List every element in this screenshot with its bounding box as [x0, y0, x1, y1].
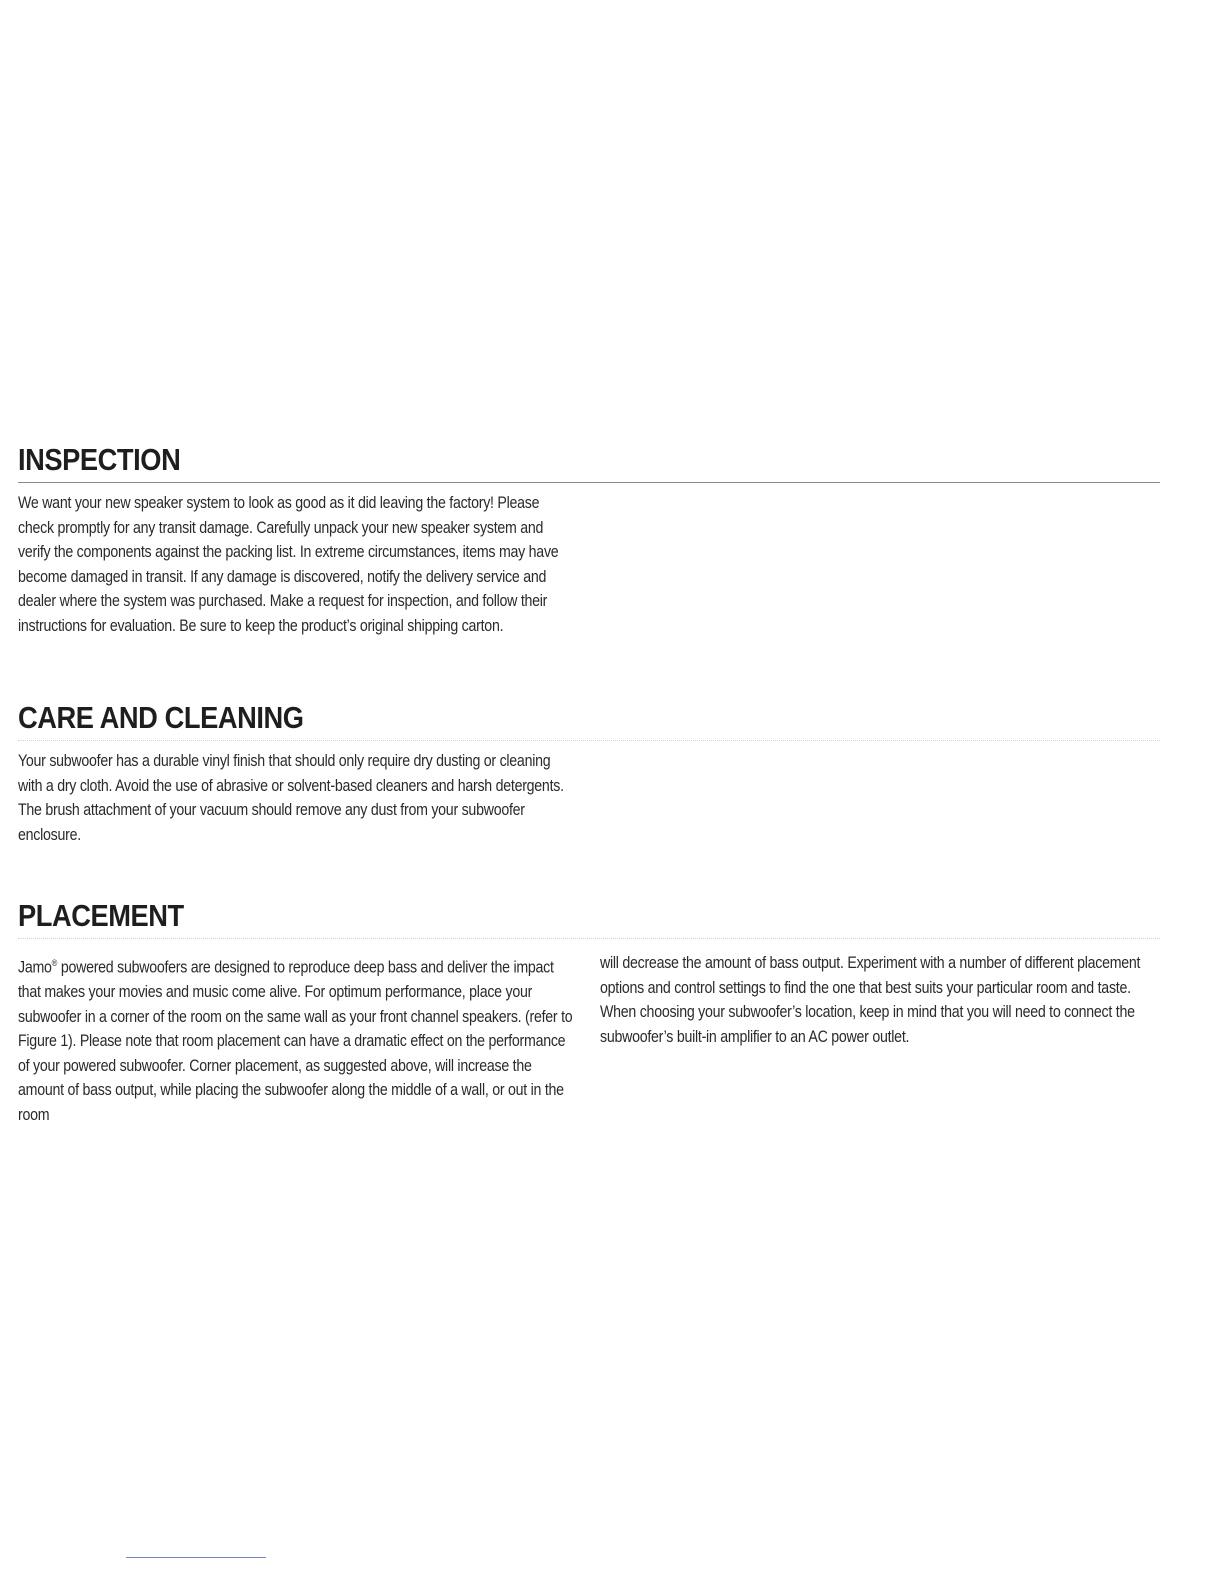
- placement-columns: [18, 951, 1160, 1124]
- placement-body-right: will decrease the amount of bass output. Experiment with a number of different placement options and control settings to find the one that best suits your particular room and taste. When choosing your subwoofer’s location, keep in mind that you will need to connect the subwoofer’s built-in amplifier to an AC power outlet.: [600, 954, 1141, 1046]
- care-divider: [18, 740, 1160, 741]
- placement-heading: PLACEMENT: [18, 898, 184, 933]
- placement-body-left: [18, 951, 577, 1127]
- placement-right-column: [600, 951, 1224, 1049]
- placement-divider: [18, 938, 1160, 939]
- inspection-heading: INSPECTION: [18, 442, 181, 477]
- care-heading: CARE AND CLEANING: [18, 700, 304, 735]
- inspection-section: [18, 442, 1160, 638]
- brand-name: Jamo: [18, 958, 52, 977]
- placement-left-column: [18, 951, 668, 1127]
- placement-section: [18, 898, 1160, 1124]
- care-section: [18, 700, 1160, 847]
- care-body: Your subwoofer has a durable vinyl finish that should only require dry dusting or cleaning with a dry cloth. Avoid the use of abrasive or solvent-based cleaners and harsh detergents. The brush attachment of your vacuum should remove any dust from your subwoofer enclosure.: [18, 752, 564, 844]
- inspection-divider: [18, 482, 1160, 483]
- registered-mark: ®: [51, 958, 58, 968]
- inspection-body: We want your new speaker system to look as good as it did leaving the factory! Please check promptly for any transit damage. Carefully unpack your new speaker system and verify the components against the packing list. In extreme circumstances, items may have become damaged in transit. If any damage is discovered, notify the delivery service and dealer where the system was purchased. Make a request for inspection, and follow their instructions for evaluation. Be sure to keep the product’s original shipping carton.: [18, 494, 559, 635]
- placement-left-text: powered subwoofers are designed to reproduce deep bass and deliver the impact that makes your movies and music come alive. For optimum performance, place your subwoofer in a corner of the room on the same wall as your front channel speakers. (refer to Figure 1). Please note that room placement can have a dramatic effect on the performance of your powered subwoofer. Corner placement, as suggested above, will increase the amount of bass output, while placing the subwoofer along the middle of a wall, or out in the room: [18, 958, 573, 1124]
- footer-rule: [126, 1557, 266, 1558]
